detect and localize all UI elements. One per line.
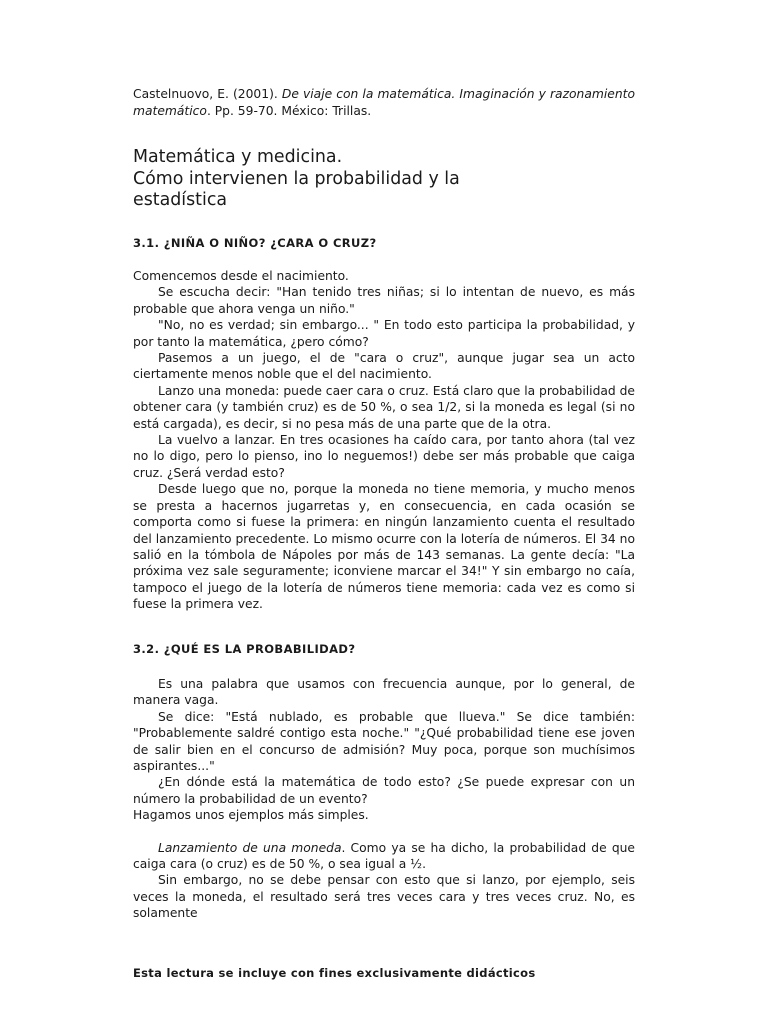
- citation: [133, 86, 635, 119]
- paragraph: ¿En dónde está la matemática de todo esto? ¿Se puede expresar con un número la probabilidad de un evento?: [133, 775, 635, 806]
- chapter-title-line: Cómo intervienen la probabilidad y la: [133, 168, 460, 189]
- moneda-text: . Como ya se ha dicho, la probabilidad de que caiga cara (o cruz) es de 50 %, o sea igual a ½.: [133, 840, 635, 872]
- paragraph: Comencemos desde el nacimiento.: [133, 269, 349, 283]
- paragraph-moneda: [133, 840, 635, 873]
- paragraph: Desde luego que no, porque la moneda no tiene memoria, y mucho menos se presta a hacernos jugarretas y, en consecuencia, en cada ocasión se comporta como si fuese la primera: en ningún lanzamiento cuenta el resultado del lanzamiento precedente. Lo mismo ocurre con la lotería de números. El 34 no salió en la tómbola de Nápoles por más de 143 semanas. La gente decía: "La próxima vez sale seguramente; iconviene marcar el 34!" Y sin embargo no caía, tampoco el juego de la lotería de números tiene memoria: cada vez es como si fuese la primera vez.: [133, 482, 635, 612]
- citation-lead: Castelnuovo, E. (2001).: [133, 87, 282, 101]
- paragraph: Pasemos a un juego, el de "cara o cruz", aunque jugar sea un acto ciertamente menos noble que el del nacimiento.: [133, 351, 635, 382]
- paragraph: "No, no es verdad; sin embargo... " En todo esto participa la probabilidad, y por tanto la matemática, ¿pero cómo?: [133, 318, 635, 349]
- chapter-title-line: estadística: [133, 190, 228, 210]
- paragraph: Lanzo una moneda: puede caer cara o cruz. Está claro que la probabilidad de obtener cara (y también cruz) es de 50 %, o sea 1/2, si la moneda es legal (si no está cargada), es decir, si no pesa más de una parte que de la otra.: [133, 383, 635, 431]
- chapter-title-line: Matemática y medicina.: [133, 147, 343, 167]
- paragraph: Se dice: "Está nublado, es probable que llueva." Se dice también: "Probablemente saldré contigo esta noche." "¿Qué probabilidad tiene ese joven de salir bien en el concurso de admisión? Muy poca, porque son muchísimos aspirantes...": [133, 709, 635, 774]
- paragraph: Se escucha decir: "Han tenido tres niñas; si lo intentan de nuevo, es más probable que ahora venga un niño.": [133, 285, 635, 316]
- section-3-2-body: [133, 676, 635, 922]
- chapter-title: [133, 147, 635, 212]
- moneda-heading: Lanzamiento de una moneda: [158, 840, 342, 855]
- citation-book-title: De viaje con la matemática. Imaginación y razonamiento matemático: [133, 87, 635, 118]
- section-heading-3-2: 3.2. ¿QUÉ ES LA PROBABILIDAD?: [133, 642, 356, 656]
- citation-tail: . Pp. 59-70. México: Trillas.: [206, 103, 372, 118]
- paragraph: Hagamos unos ejemplos más simples.: [133, 808, 369, 823]
- section-heading-3-1: 3.1. ¿NIÑA O NIÑO? ¿CARA O CRUZ?: [133, 236, 377, 250]
- paragraph: Es una palabra que usamos con frecuencia aunque, por lo general, de manera vaga.: [133, 677, 635, 708]
- paragraph: Sin embargo, no se debe pensar con esto que si lanzo, por ejemplo, seis veces la moneda, el resultado será tres veces cara y tres veces cruz. No, es solamente: [133, 873, 635, 921]
- section-3-1-body: [133, 268, 635, 613]
- footer-note: Esta lectura se incluye con fines exclusivamente didácticos: [133, 966, 536, 980]
- paragraph: La vuelvo a lanzar. En tres ocasiones ha caído cara, por tanto ahora (tal vez no lo digo, pero lo pienso, ino lo neguemos!) debe ser más probable que caiga cruz. ¿Será verdad esto?: [133, 433, 635, 480]
